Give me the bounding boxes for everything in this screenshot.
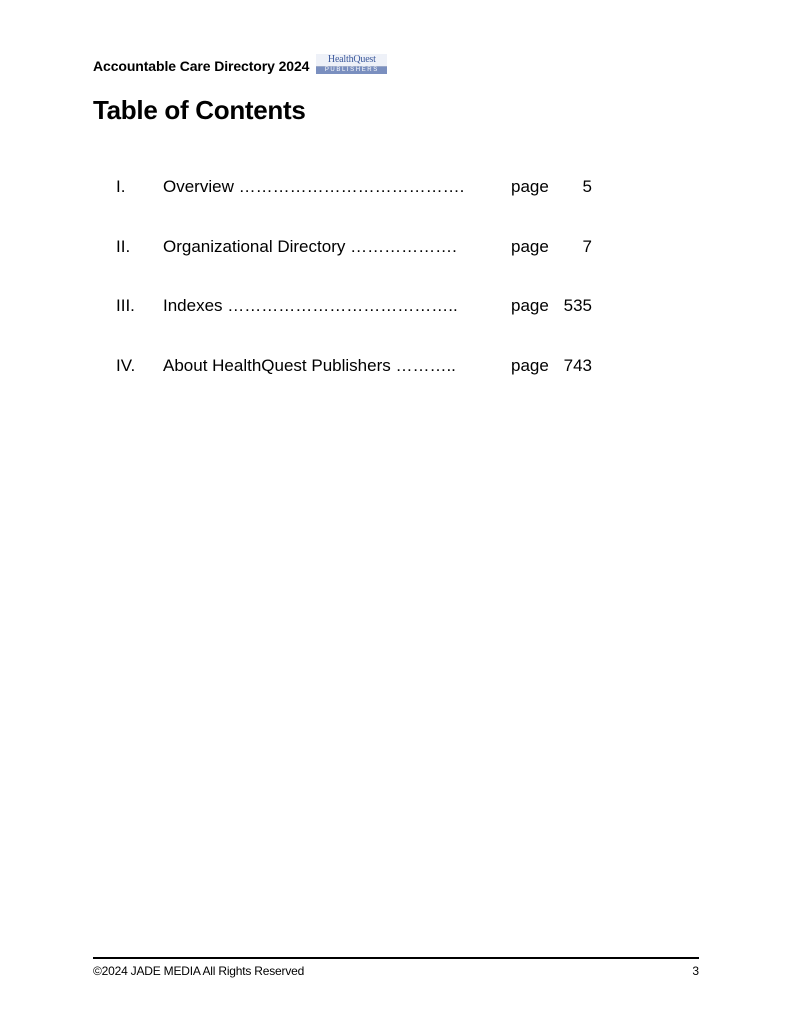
toc-entry-label[interactable]: Indexes ………………………………….. [163, 296, 458, 315]
logo-bottom-text: PUBLISHERS [316, 67, 387, 74]
toc-entry-organizational-directory[interactable] [0, 236, 791, 258]
toc-entry-page-number: 5 [582, 177, 592, 196]
toc-entry-label[interactable]: About HealthQuest Publishers ……….. [163, 356, 456, 375]
toc-entry-page-word: page [511, 177, 549, 196]
page-title: Table of Contents [93, 95, 306, 125]
toc-entry-page-word: page [511, 296, 549, 315]
toc-entry-page-number: 743 [563, 356, 592, 375]
toc-entry-page-word: page [511, 356, 549, 375]
toc-entry-label[interactable]: Overview …………………………………. [163, 177, 465, 196]
toc-entry-page-number: 535 [563, 296, 592, 315]
page-header [93, 56, 387, 76]
toc-entry-page-word: page [511, 237, 549, 256]
footer-divider [93, 957, 699, 959]
toc-entry-numeral: II. [116, 237, 131, 256]
toc-entry-overview[interactable] [0, 176, 791, 198]
toc-entry-numeral: I. [116, 177, 126, 196]
toc-entry-indexes[interactable] [0, 295, 791, 317]
toc-entry-numeral: III. [116, 296, 135, 315]
toc-entry-page-number: 7 [582, 237, 592, 256]
healthquest-logo [316, 54, 387, 74]
footer-copyright: ©2024 JADE MEDIA All Rights Reserved [93, 964, 305, 978]
logo-top-text: HealthQuest [316, 54, 387, 67]
toc-entry-label[interactable]: Organizational Directory ………………. [163, 237, 457, 256]
footer-page-number: 3 [692, 964, 699, 978]
header-title: Accountable Care Directory 2024 [93, 58, 310, 74]
toc-entry-about-healthquest[interactable] [0, 355, 791, 377]
toc-entry-numeral: IV. [116, 356, 136, 375]
